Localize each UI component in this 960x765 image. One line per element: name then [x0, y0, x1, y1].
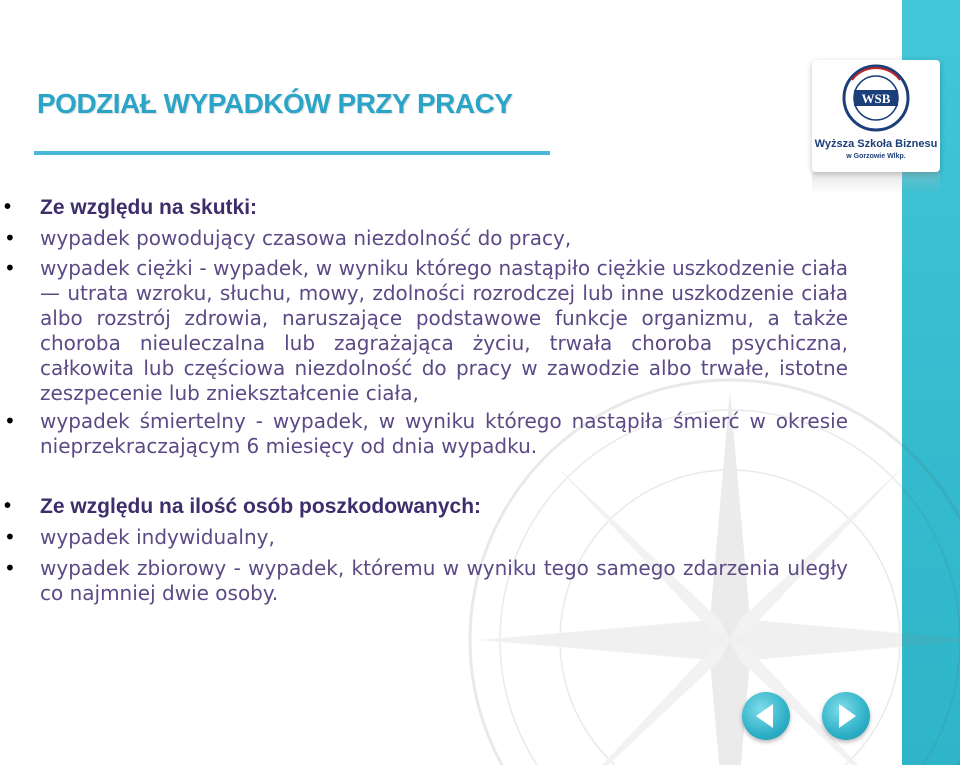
arrow-left-icon	[742, 692, 790, 740]
bullet-item: • wypadek indywidualny,	[0, 525, 848, 550]
school-logo	[812, 60, 940, 172]
bullet-item: • wypadek zbiorowy - wypadek, któremu w wyniku tego samego zdarzenia uległy co najmniej dwie osoby.	[0, 556, 848, 606]
bullet-item: • wypadek ciężki - wypadek, w wyniku którego nastąpiło ciężkie uszkodzenie ciała — utrata wzroku, słuchu, mowy, zdolności rozrodczej lub inne uszkodzenie ciała albo rozstrój zdrowia, naruszające podstawowe funkcje organizmu, a także choroba nieuleczalna lub zagrażająca życiu, trwała choroba psychiczna, całkowita lub częściowa niezdolność do pracy w zawodzie albo trwałe, istotne zeszpecenie lub zniekształcenie ciała,	[0, 256, 848, 406]
arrow-right-icon	[822, 692, 870, 740]
logo-reflection	[812, 172, 940, 194]
logo-school-name: Wyższa Szkoła Biznesu	[814, 138, 938, 150]
bullet-heading-effects: • Ze względu na skutki:	[0, 195, 848, 220]
bullet-heading-victims: • Ze względu na ilość osób poszkodowanych:	[0, 494, 848, 519]
previous-slide-button[interactable]	[742, 692, 790, 740]
slide-title: PODZIAŁ WYPADKÓW PRZY PRACY	[37, 88, 513, 119]
svg-text:WSB: WSB	[861, 91, 891, 106]
bullet-item: • wypadek powodujący czasowa niezdolność do pracy,	[0, 226, 848, 251]
wsb-emblem-icon	[812, 60, 940, 140]
next-slide-button[interactable]	[822, 692, 870, 740]
title-underline	[34, 151, 550, 155]
bullet-item: • wypadek śmiertelny - wypadek, w wyniku którego nastąpiła śmierć w okresie nieprzekraczającym 6 miesięcy od dnia wypadku.	[0, 409, 848, 459]
logo-city: w Gorzowie Wlkp.	[846, 153, 906, 160]
